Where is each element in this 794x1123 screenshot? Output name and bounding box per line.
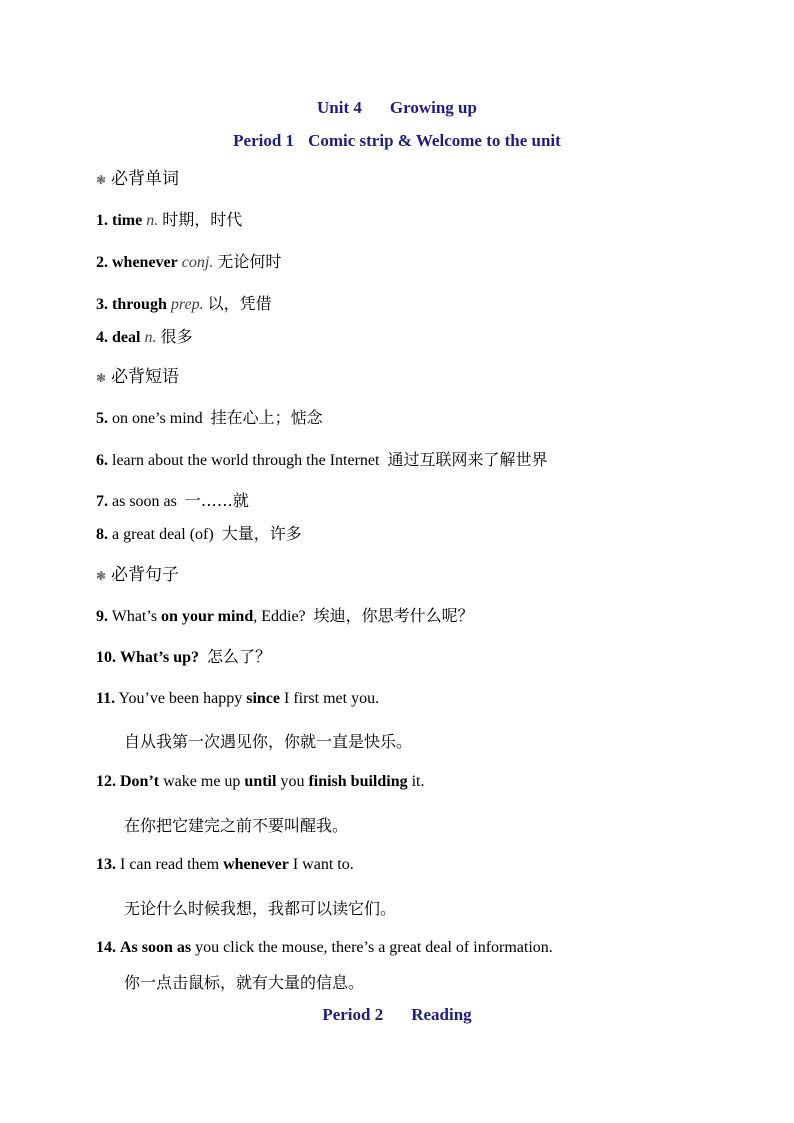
meaning: 通过互联网来了解世界	[387, 450, 548, 469]
unit-label: Unit 4	[317, 98, 362, 117]
section-words-heading	[96, 164, 179, 189]
phrase: as soon as	[112, 493, 177, 510]
sentence-item-9: 9. What’s on your mind, Eddie? 埃迪，你思考什么呢？	[96, 606, 474, 625]
word: through	[112, 296, 167, 313]
phrase-item-5: 5. on one’s mind 挂在心上；惦念	[96, 408, 323, 427]
meaning: 无论何时	[217, 252, 282, 271]
meaning: 埃迪，你思考什么呢？	[313, 606, 474, 625]
meaning: 一……就	[184, 491, 249, 510]
unit-name: Growing up	[389, 98, 477, 117]
sentence-14-translation: 你一点击鼠标，就有大量的信息。	[124, 973, 365, 992]
word: time	[112, 212, 143, 229]
section-sentences-heading	[96, 560, 179, 585]
word: deal	[112, 329, 141, 346]
section-phrases-heading	[96, 362, 179, 387]
part-of-speech: n.	[146, 212, 159, 229]
period2-name: Reading	[411, 1005, 472, 1024]
word: whenever	[112, 254, 178, 271]
phrase: a great deal (of)	[112, 526, 214, 543]
section-words-label: 必背单词	[111, 169, 179, 189]
flower-icon: ❃	[96, 173, 107, 187]
meaning: 大量，许多	[221, 524, 302, 543]
sentence-item-13: 13. I can read them whenever I want to.	[96, 856, 354, 873]
meaning: 挂在心上；惦念	[210, 408, 323, 427]
sentence-item-11: 11. You’ve been happy since I first met you.	[96, 690, 380, 707]
section-phrases-label: 必背短语	[111, 367, 179, 387]
sentence-13-translation: 无论什么时候我想，我都可以读它们。	[124, 899, 397, 918]
sentence-item-14: 14. As soon as you click the mouse, there’s a great deal of information.	[96, 939, 553, 956]
section-sentences-label: 必背句子	[111, 565, 179, 585]
phrase-item-7: 7. as soon as 一……就	[96, 491, 249, 510]
period1-label: Period 1	[233, 131, 295, 150]
sentence-item-10: 10. What’s up? 怎么了？	[96, 647, 271, 666]
period2-title	[0, 1005, 794, 1025]
part-of-speech: conj.	[181, 254, 214, 271]
word-item-2: 2. whenever conj. 无论何时	[96, 252, 282, 271]
meaning: 时期，时代	[162, 210, 243, 229]
sentence-11-translation: 自从我第一次遇见你，你就一直是快乐。	[124, 732, 413, 751]
word-item-1: 1. time n. 时期，时代	[96, 210, 243, 229]
word-item-4: 4. deal n. 很多	[96, 327, 193, 346]
period1-name: Comic strip & Welcome to the unit	[308, 131, 561, 150]
period2-label: Period 2	[322, 1005, 384, 1024]
flower-icon: ❃	[96, 569, 107, 583]
meaning: 很多	[160, 327, 193, 346]
part-of-speech: prep.	[170, 296, 204, 313]
unit-title	[0, 98, 794, 118]
phrase-item-6: 6. learn about the world through the Internet 通过互联网来了解世界	[96, 450, 548, 469]
sentence-12-translation: 在你把它建完之前不要叫醒我。	[124, 816, 349, 835]
flower-icon: ❃	[96, 371, 107, 385]
phrase: on one’s mind	[112, 410, 203, 427]
sentence-item-12: 12. Don’t wake me up until you finish building it.	[96, 773, 425, 790]
meaning: 怎么了？	[206, 647, 271, 666]
meaning: 以，凭借	[207, 294, 272, 313]
word-item-3: 3. through prep. 以，凭借	[96, 294, 272, 313]
part-of-speech: n.	[144, 329, 157, 346]
phrase: learn about the world through the Internet	[112, 452, 380, 469]
phrase-item-8: 8. a great deal (of) 大量，许多	[96, 524, 302, 543]
period1-title	[0, 131, 794, 151]
